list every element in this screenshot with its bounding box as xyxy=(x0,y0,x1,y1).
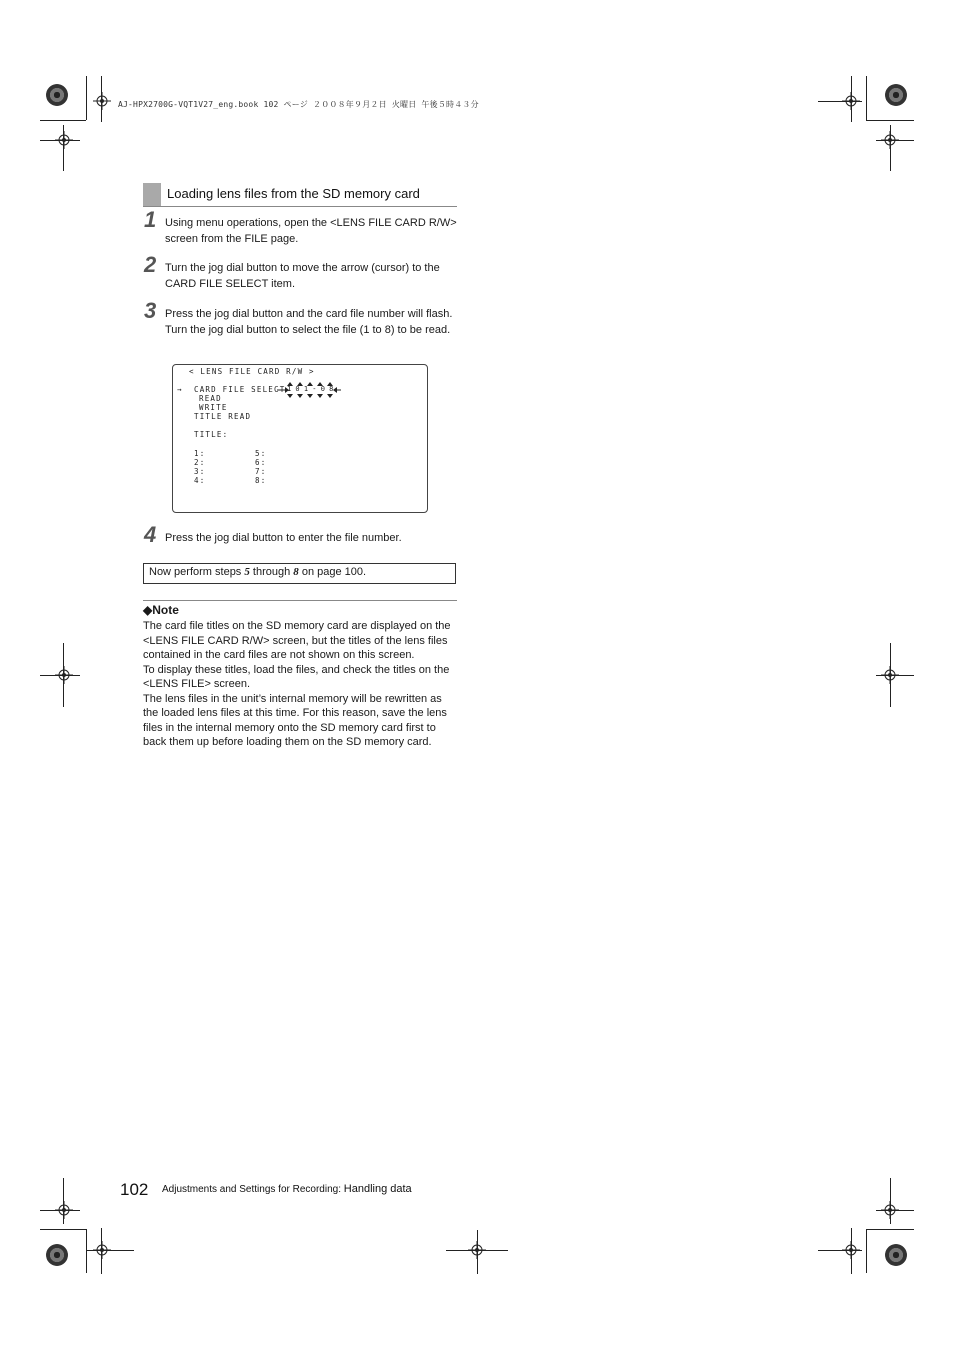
crop-line xyxy=(890,643,891,707)
crop-line xyxy=(40,140,80,141)
crop-line xyxy=(86,76,87,120)
slot-label: 4: xyxy=(194,476,206,485)
crop-line xyxy=(86,1250,134,1251)
footer-section: Handling data xyxy=(343,1183,412,1195)
slot-label: 1: xyxy=(194,449,206,458)
crop-line xyxy=(866,1229,914,1230)
crop-line xyxy=(851,1228,852,1274)
crop-line xyxy=(63,1178,64,1224)
crop-line xyxy=(866,1229,867,1273)
read-item: READ xyxy=(199,394,222,403)
crop-line xyxy=(101,76,102,122)
step-ref: 8 xyxy=(293,566,299,578)
slot-label: 6: xyxy=(255,458,267,467)
follow-steps-box xyxy=(143,563,456,584)
step-ref: 5 xyxy=(244,566,250,578)
crop-line xyxy=(866,120,914,121)
crop-line xyxy=(40,675,80,676)
running-footer xyxy=(162,1183,412,1195)
crop-line xyxy=(101,1228,102,1274)
title-read-item: TITLE READ xyxy=(194,412,252,421)
note-paragraph: The lens files in the unit’s internal memory will be rewritten as the loaded lens files at this time. For this reason, save the lens files in the internal memory onto the SD memory card first to back them up before loading them on the SD memory card. xyxy=(143,692,447,748)
crop-line xyxy=(818,101,862,102)
screen-title: < LENS FILE CARD R/W > xyxy=(189,367,315,376)
follow-steps-middle: through xyxy=(249,566,294,578)
crop-line xyxy=(876,675,914,676)
slot-label: 3: xyxy=(194,467,206,476)
crop-line xyxy=(851,76,852,122)
step-text: Press the jog dial button to enter the file number. xyxy=(165,532,402,544)
section-heading xyxy=(143,183,457,207)
write-item: WRITE xyxy=(199,403,228,412)
step-text: Press the jog dial button and the card file number will flash. Turn the jog dial button to select the file (1 to 8) to be read. xyxy=(165,308,453,336)
note-body xyxy=(143,619,457,750)
section-heading-bar xyxy=(143,183,161,206)
crop-line xyxy=(63,643,64,707)
crop-line xyxy=(40,1229,86,1230)
crop-line xyxy=(40,1210,80,1211)
follow-steps-text xyxy=(149,566,366,578)
slot-label: 7: xyxy=(255,467,267,476)
crop-line xyxy=(866,76,867,120)
slot-label: 8: xyxy=(255,476,267,485)
step-number: 4 xyxy=(144,522,157,547)
print-header-line: AJ-HPX2700G-VQT1V27_eng.book 102 ページ ２００８年９月２日 火曜日 午後５時４３分 xyxy=(118,100,479,109)
card-file-select-item: CARD FILE SELECT xyxy=(194,385,286,394)
crop-line xyxy=(86,1229,87,1273)
crop-line xyxy=(818,1250,862,1251)
slot-label: 2: xyxy=(194,458,206,467)
crop-line xyxy=(876,140,914,141)
crop-line xyxy=(40,120,86,121)
slot-label: 5: xyxy=(255,449,267,458)
note-title: ◆Note xyxy=(143,603,179,617)
follow-steps-suffix: on page 100. xyxy=(298,566,367,578)
section-heading-title: Loading lens files from the SD memory card xyxy=(167,186,420,201)
footer-chapter: Adjustments and Settings for Recording: xyxy=(162,1184,344,1195)
registration-star-icon xyxy=(46,1244,68,1266)
lens-file-card-screen xyxy=(172,364,428,513)
crop-line xyxy=(477,1230,478,1274)
step-text: Using menu operations, open the <LENS FILE CARD R/W> screen from the FILE page. xyxy=(165,217,457,245)
step-text: Turn the jog dial button to move the arrow (cursor) to the CARD FILE SELECT item. xyxy=(165,262,440,290)
note-paragraph: To display these titles, load the files, and check the titles on the <LENS FILE> screen. xyxy=(143,663,450,690)
card-file-value: 1 0 1 - 0 8 xyxy=(287,385,334,393)
registration-star-icon xyxy=(885,84,907,106)
crop-line xyxy=(890,1178,891,1224)
registration-star-icon xyxy=(885,1244,907,1266)
note-paragraph: The card file titles on the SD memory card are displayed on the <LENS FILE CARD R/W> screen, but the titles of the lens files contained in the card files are not shown on this screen. xyxy=(143,620,451,661)
step-number: 2 xyxy=(144,252,157,277)
crop-line xyxy=(63,125,64,171)
page-number: 102 xyxy=(120,1180,149,1199)
crop-line xyxy=(890,125,891,171)
cursor-arrow-icon: → xyxy=(177,385,183,394)
registration-star-icon xyxy=(46,84,68,106)
title-label: TITLE: xyxy=(194,430,229,439)
step-number: 3 xyxy=(144,298,157,323)
step-number: 1 xyxy=(144,207,157,232)
crop-line xyxy=(876,1210,914,1211)
follow-steps-prefix: Now perform steps xyxy=(149,566,245,578)
note-divider xyxy=(143,600,457,601)
registration-mark-icon xyxy=(93,92,111,110)
